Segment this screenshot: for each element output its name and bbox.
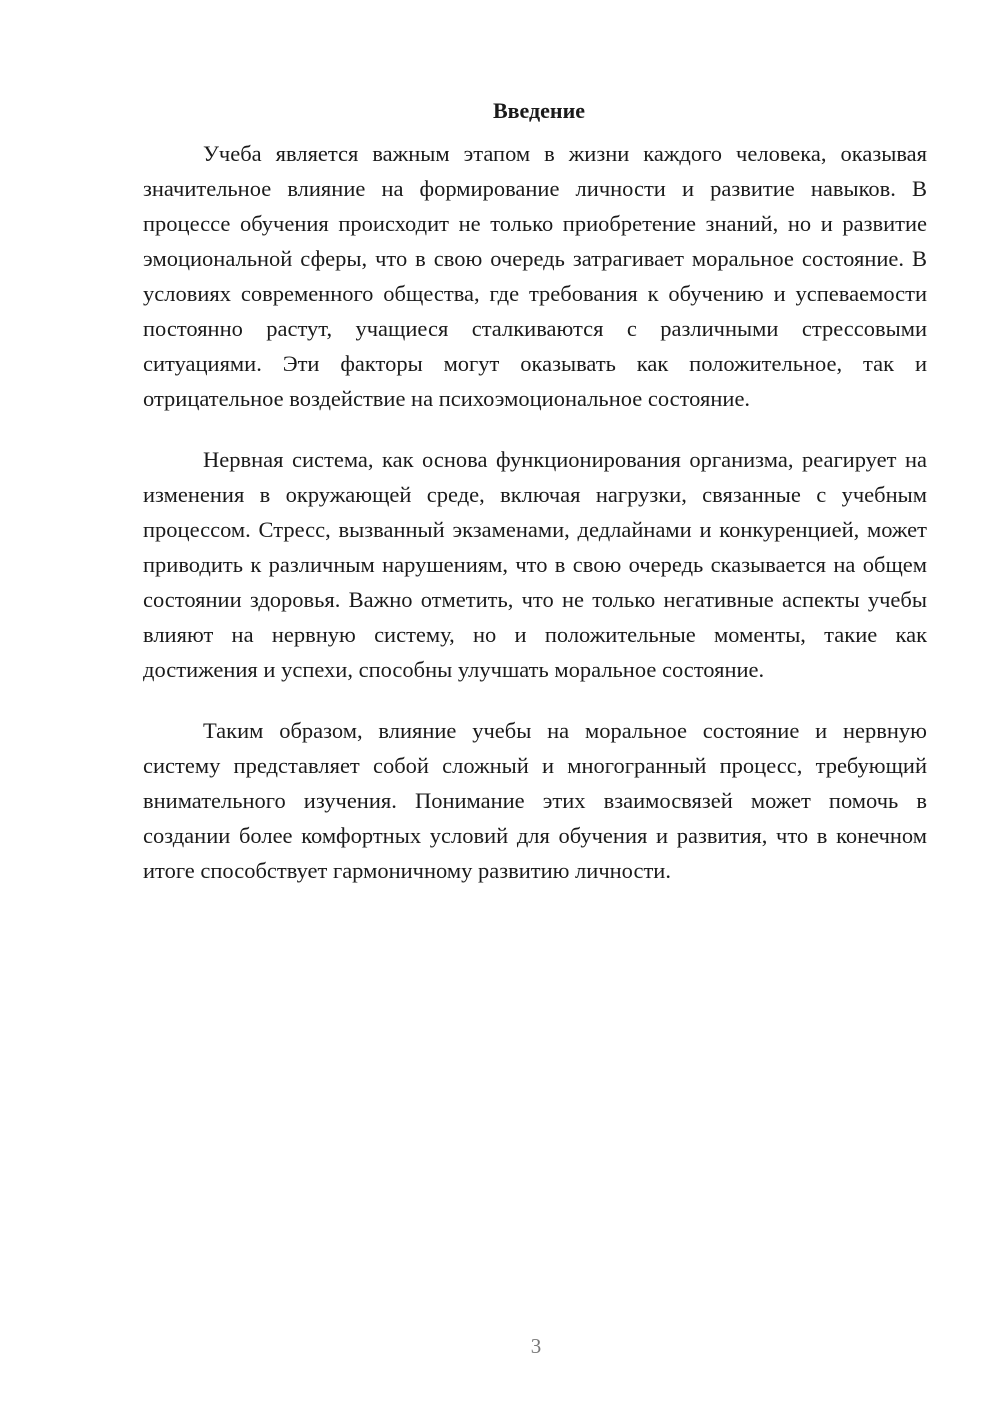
page-content (143, 94, 927, 888)
section-heading: Введение (492, 98, 586, 123)
page-number: 3 (530, 1334, 542, 1358)
paragraph-3: Таким образом, влияние учебы на моральное состояние и нервную систему представляет собой сложный и многогранный процесс, требующий внимательного изучения. Понимание этих взаимосвязей может помочь в создании более комфортных условий для обучения и развития, что в конечном итоге способствует гармоничному развитию личности. (143, 718, 927, 883)
paragraph-1: Учеба является важным этапом в жизни каждого человека, оказывая значительное влияние на формирование личности и развитие навыков. В процессе обучения происходит не только приобретение знаний, но и развитие эмоциональной сферы, что в свою очередь затрагивает моральное состояние. В условиях современного общества, где требования к обучению и успеваемости постоянно растут, учащиеся сталкиваются с различными стрессовыми ситуациями. Эти факторы могут оказывать как положительное, так и отрицательное воздействие на психоэмоциональное состояние. (143, 141, 927, 411)
paragraph-2: Нервная система, как основа функционирования организма, реагирует на изменения в окружающей среде, включая нагрузки, связанные с учебным процессом. Стресс, вызванный экзаменами, дедлайнами и конкуренцией, может приводить к различным нарушениям, что в свою очередь сказывается на общем состоянии здоровья. Важно отметить, что не только негативные аспекты учебы влияют на нервную систему, но и положительные моменты, такие как достижения и успехи, способны улучшать моральное состояние. (143, 447, 927, 682)
